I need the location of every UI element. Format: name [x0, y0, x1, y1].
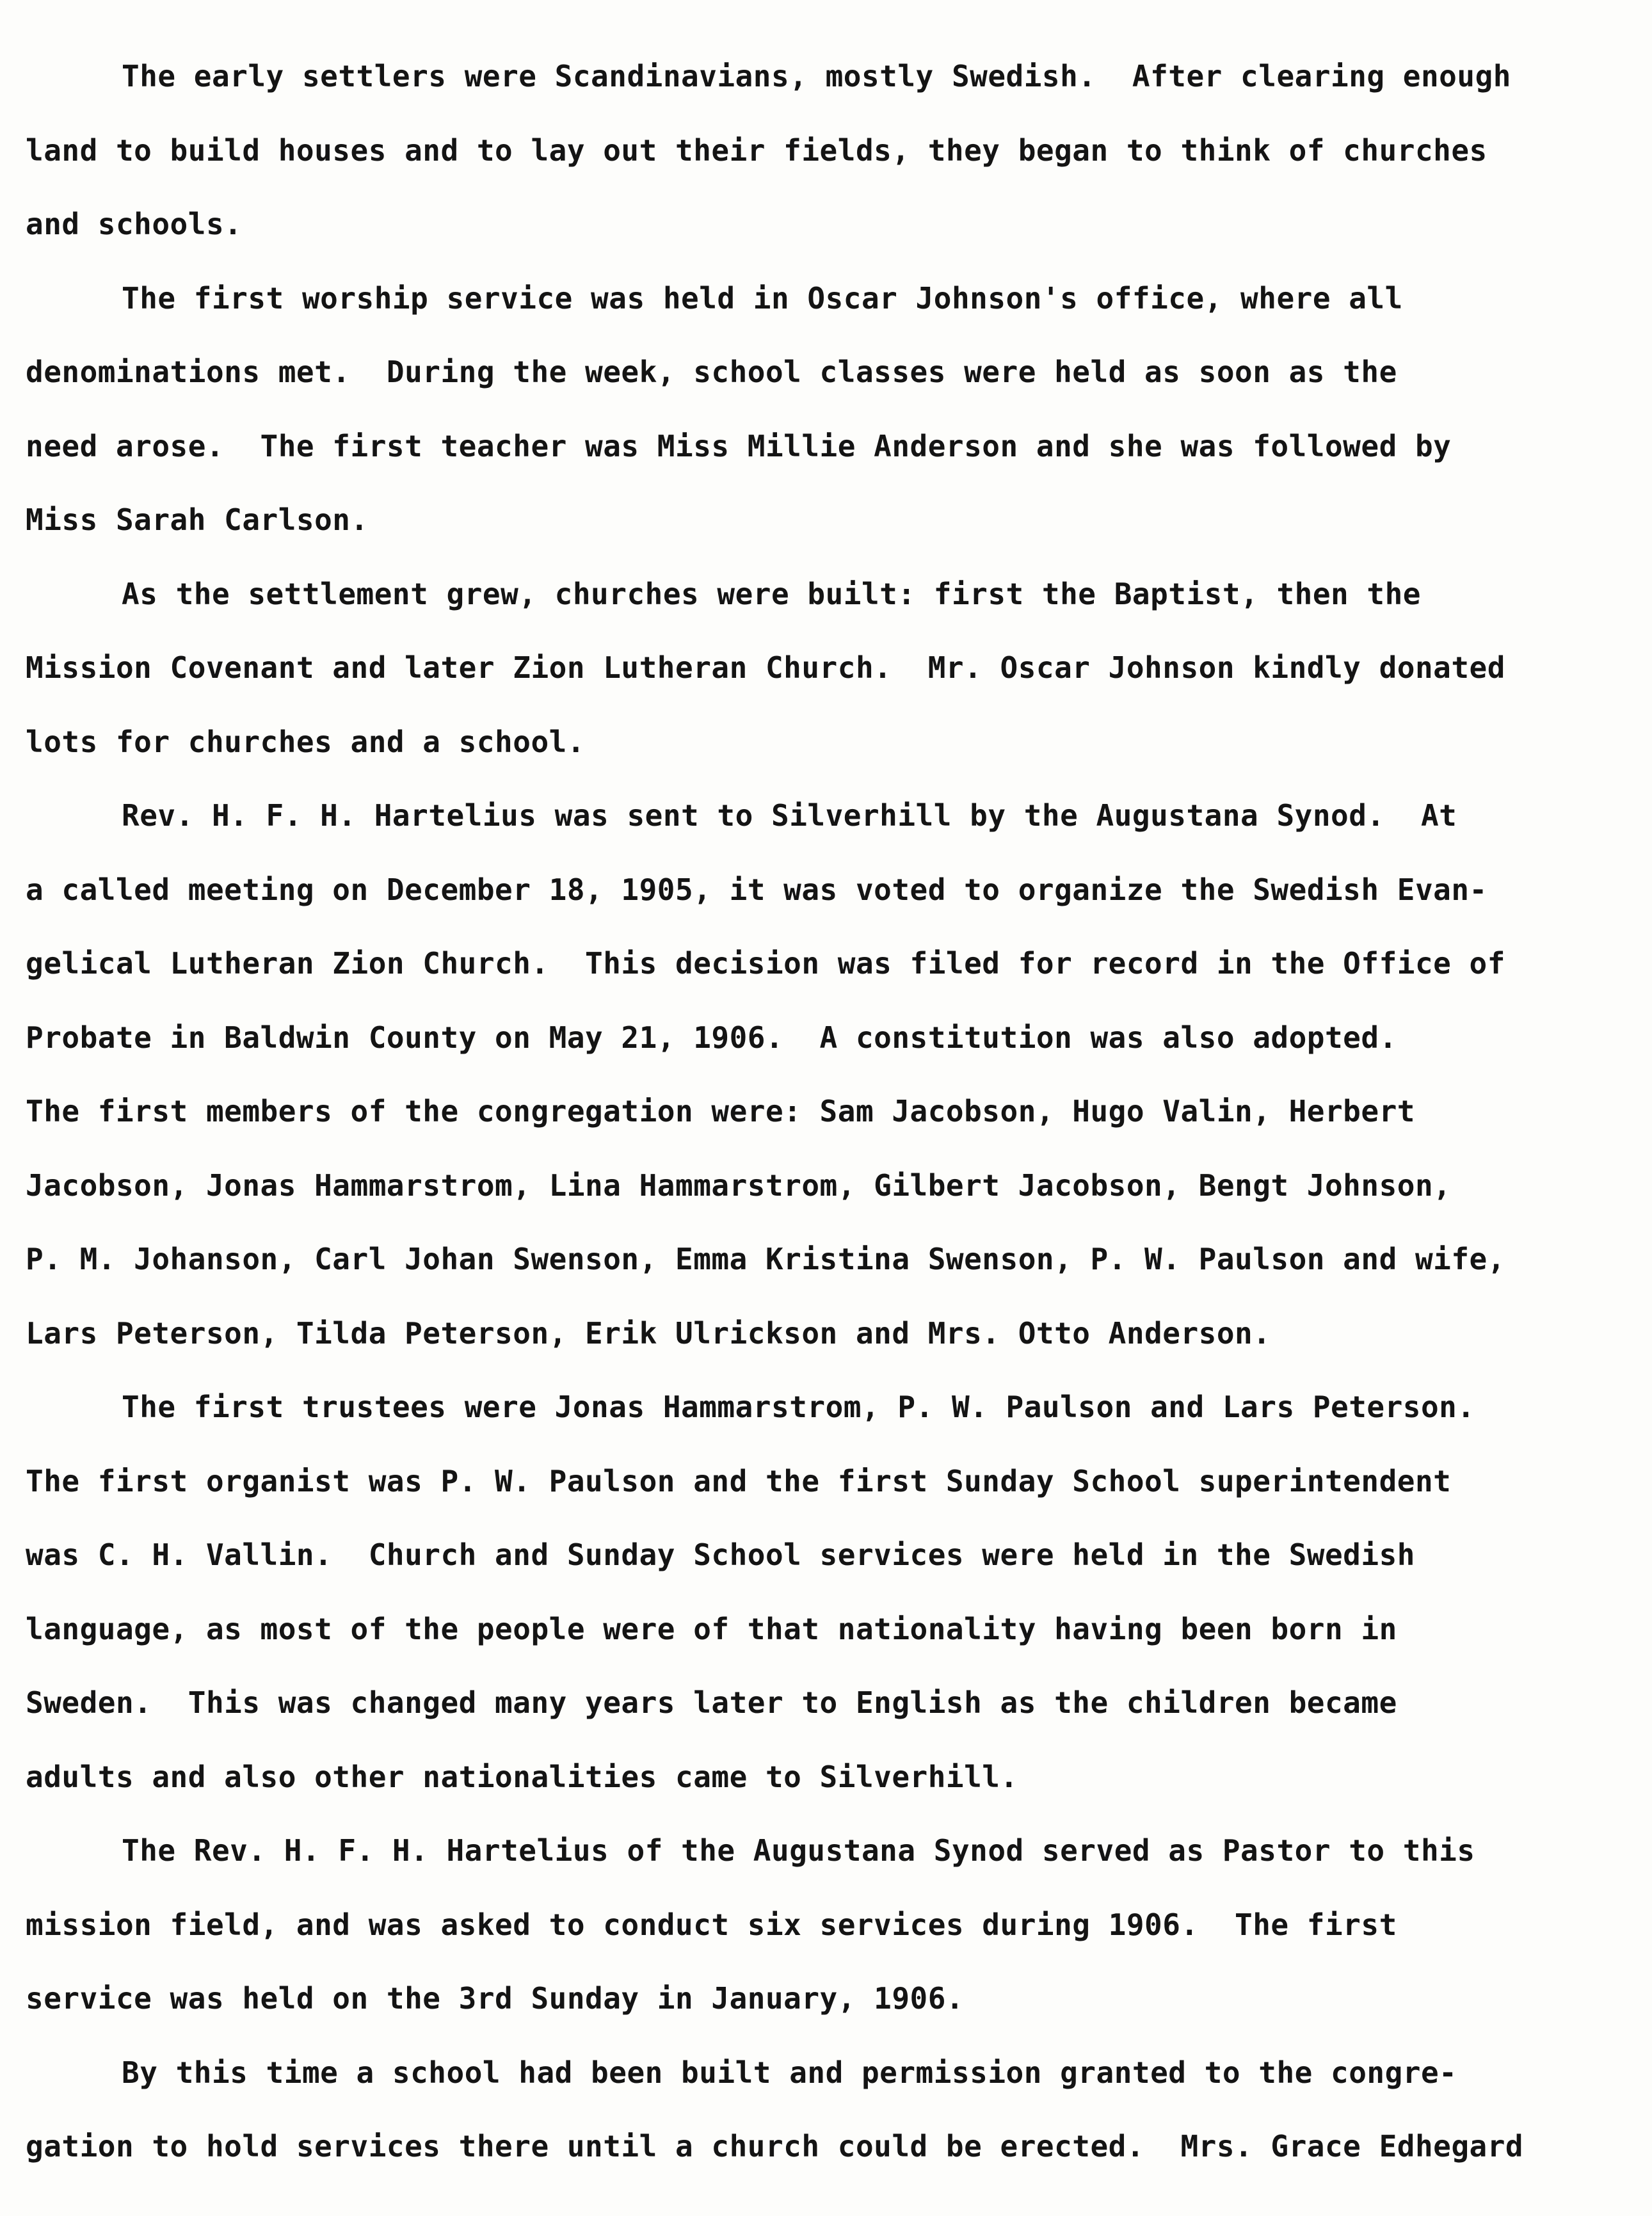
text-line: The early settlers were Scandinavians, mostly Swedish. After clearing enough [122, 59, 1511, 93]
text-line: The Rev. H. F. H. Hartelius of the Augustana Synod served as Pastor to this [122, 1833, 1475, 1868]
text-line: gation to hold services there until a church could be erected. Mrs. Grace Edhegard [26, 2129, 1524, 2164]
text-line: P. M. Johanson, Carl Johan Swenson, Emma Kristina Swenson, P. W. Paulson and wife, [26, 1242, 1505, 1276]
text-line: Miss Sarah Carlson. [26, 502, 369, 537]
text-line: Mission Covenant and later Zion Lutheran Church. Mr. Oscar Johnson kindly donated [26, 650, 1505, 685]
text-line: adults and also other nationalities came to Silverhill. [26, 1759, 1018, 1794]
text-line: As the settlement grew, churches were built: first the Baptist, then the [122, 576, 1421, 611]
text-line: gelical Lutheran Zion Church. This decision was filed for record in the Office of [26, 946, 1505, 981]
text-line: Lars Peterson, Tilda Peterson, Erik Ulrickson and Mrs. Otto Anderson. [26, 1315, 1271, 1351]
text-line: language, as most of the people were of that nationality having been born in [26, 1611, 1397, 1646]
text-line: Jacobson, Jonas Hammarstrom, Lina Hammarstrom, Gilbert Jacobson, Bengt Johnson, [26, 1168, 1452, 1203]
text-line: The first worship service was held in Oscar Johnson's office, where all [122, 280, 1403, 316]
text-line: Sweden. This was changed many years later to English as the children became [26, 1685, 1397, 1720]
text-line: Probate in Baldwin County on May 21, 1906. A constitution was also adopted. [26, 1020, 1397, 1055]
text-line: mission field, and was asked to conduct six services during 1906. The first [26, 1907, 1397, 1942]
text-line: The first organist was P. W. Paulson and the first Sunday School superintendent [26, 1463, 1452, 1498]
text-line: need arose. The first teacher was Miss Millie Anderson and she was followed by [26, 428, 1452, 463]
text-line: denominations met. During the week, school classes were held as soon as the [26, 355, 1397, 389]
text-line: The first trustees were Jonas Hammarstrom, P. W. Paulson and Lars Peterson. [122, 1390, 1475, 1424]
text-line: land to build houses and to lay out their fields, they began to think of churches [26, 132, 1488, 168]
text-line: and schools. [26, 207, 243, 241]
typed-text-body [26, 40, 1626, 2184]
text-line: The first members of the congregation were: Sam Jacobson, Hugo Valin, Herbert [26, 1094, 1415, 1128]
text-line: Rev. H. F. H. Hartelius was sent to Silverhill by the Augustana Synod. At [122, 798, 1457, 833]
text-line: was C. H. Vallin. Church and Sunday School services were held in the Swedish [26, 1538, 1415, 1572]
text-line: lots for churches and a school. [26, 724, 586, 759]
text-line: a called meeting on December 18, 1905, it was voted to organize the Swedish Evan- [26, 872, 1488, 907]
text-line: By this time a school had been built and permission granted to the congre- [122, 2055, 1457, 2090]
text-line: service was held on the 3rd Sunday in January, 1906. [26, 1981, 965, 2016]
